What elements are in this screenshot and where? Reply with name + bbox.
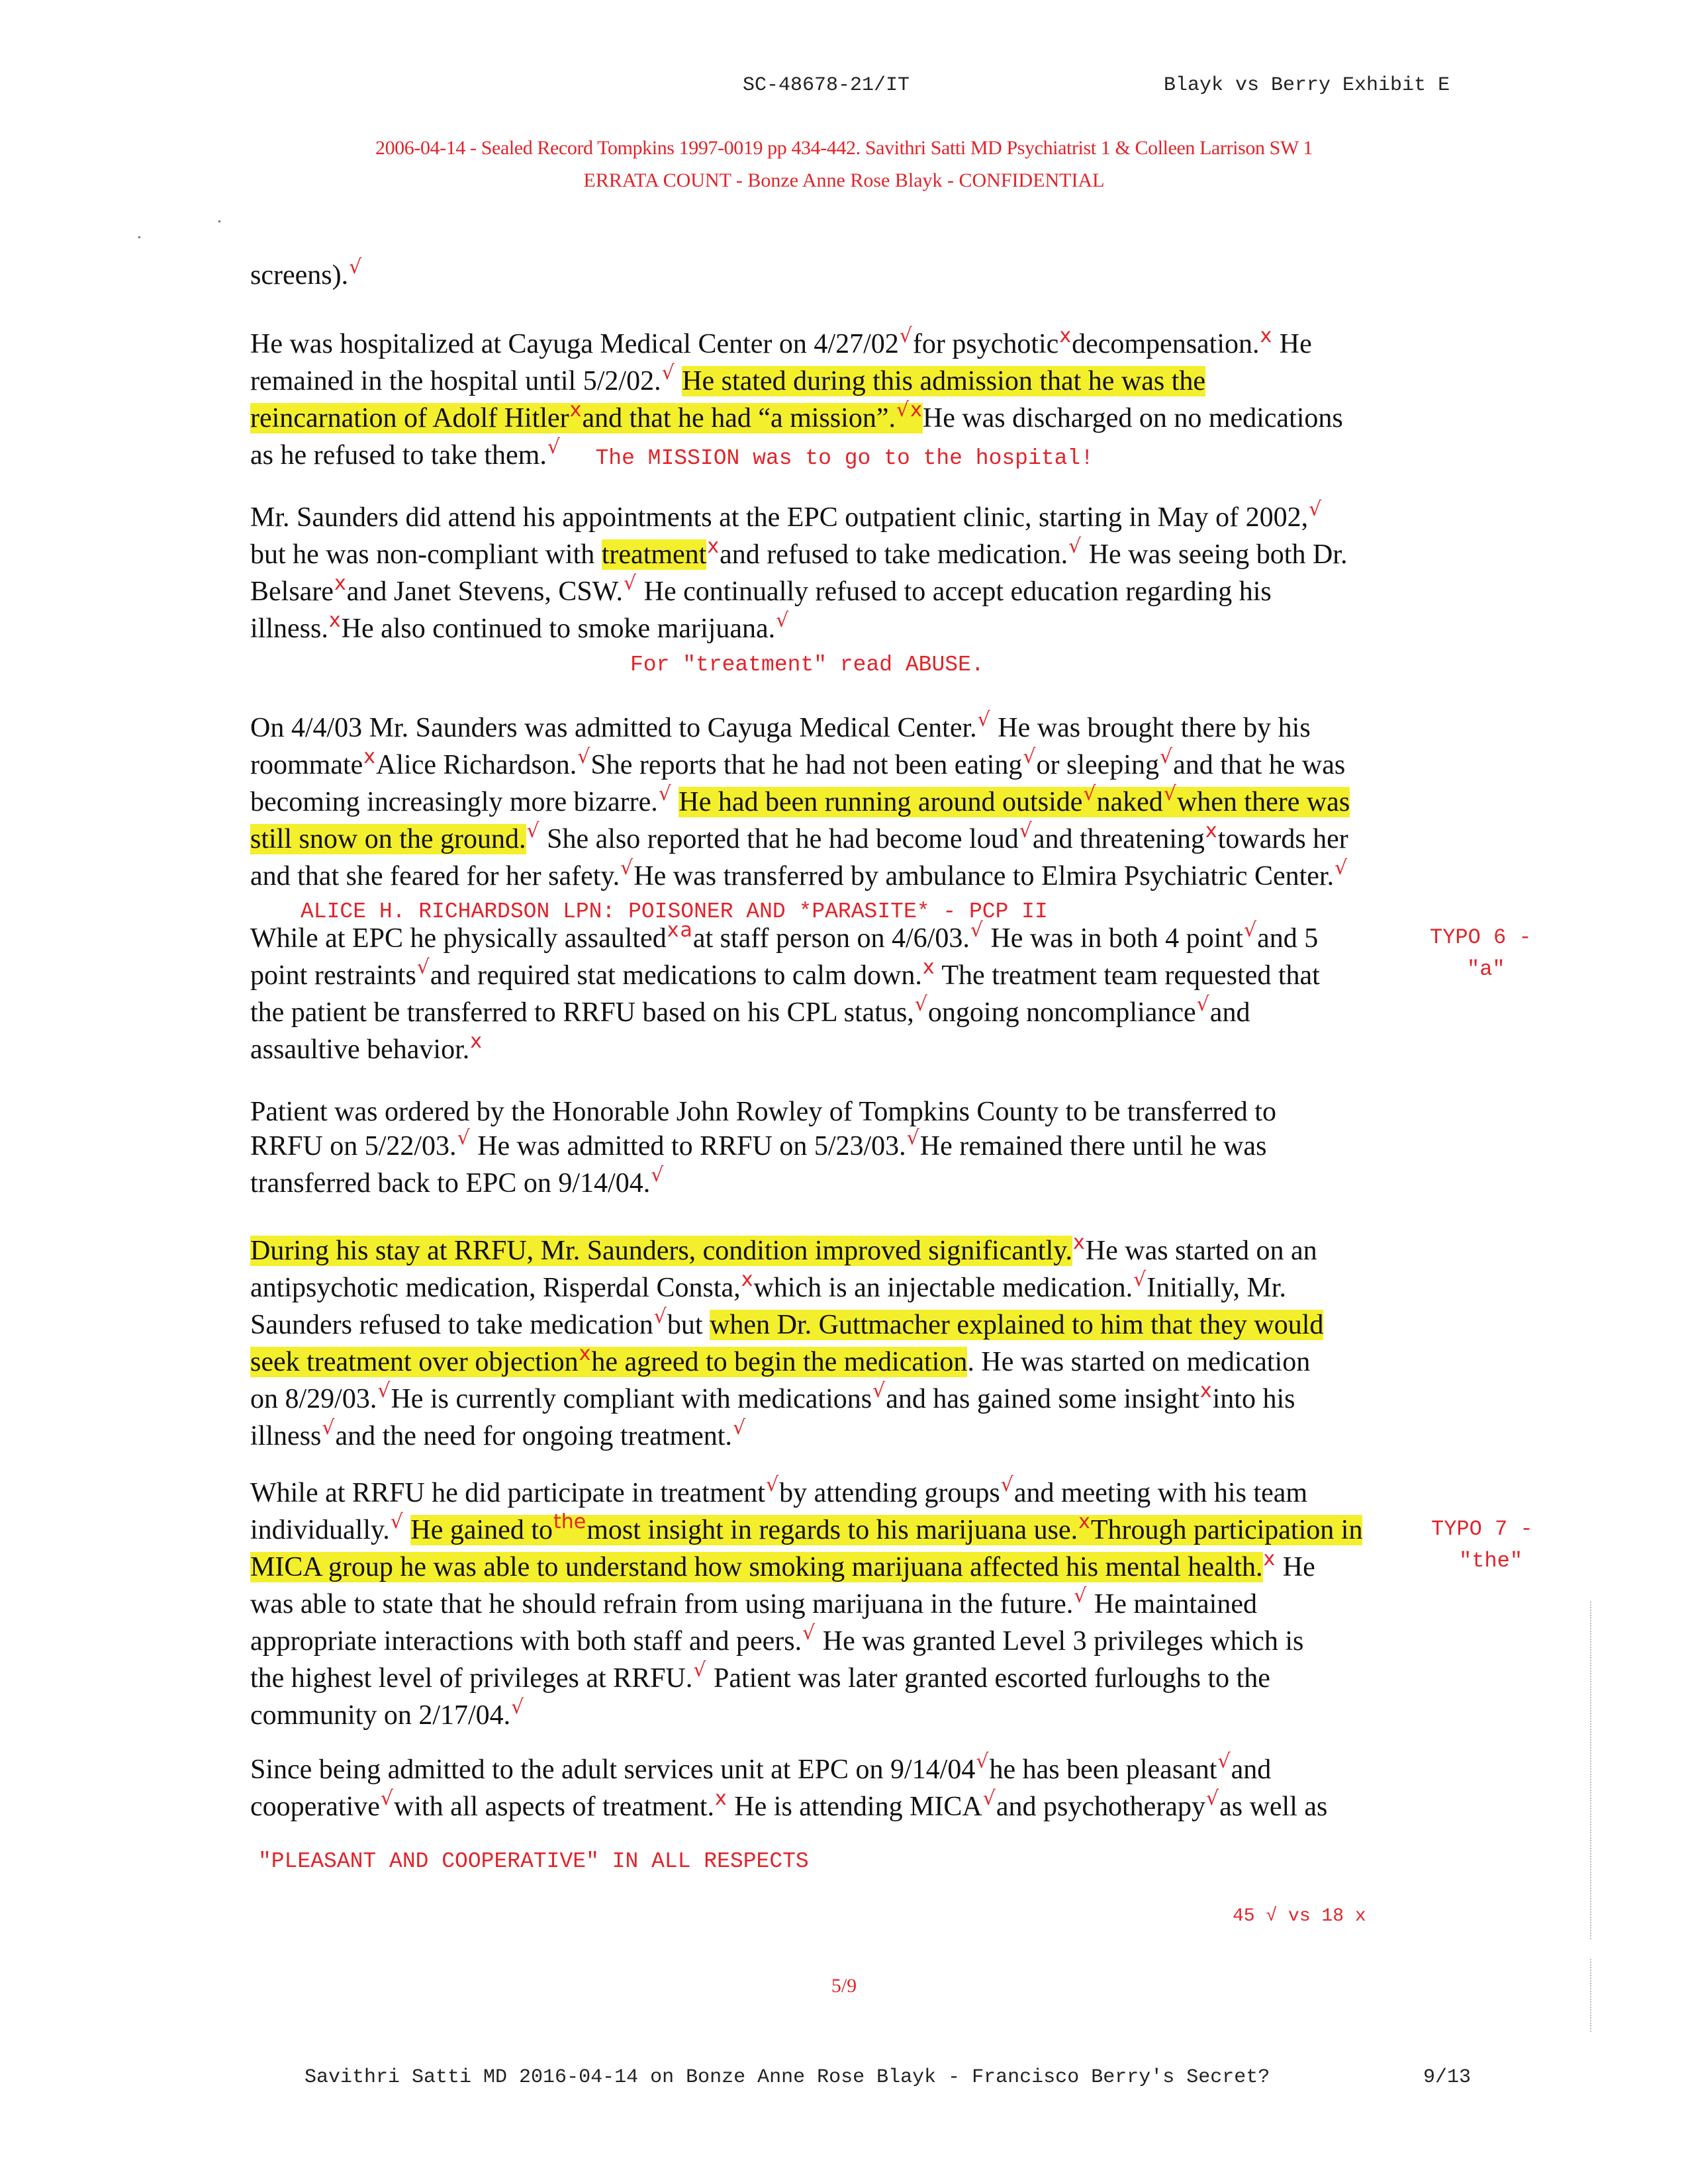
- errata-mark: √: [982, 1787, 996, 1810]
- errata-mark: x: [579, 1342, 591, 1365]
- errata-mark: x: [328, 609, 341, 632]
- errata-mark: x: [1073, 1231, 1085, 1254]
- errata-mark: √: [1074, 1584, 1087, 1608]
- errata-mark: √: [390, 1510, 403, 1533]
- errata-mark: x: [715, 1787, 727, 1810]
- errata-mark: √: [1163, 782, 1176, 805]
- errata-mark: √: [416, 956, 430, 979]
- errata-mark: √: [896, 398, 910, 422]
- errata-mark: √: [661, 361, 675, 385]
- errata-mark: √: [623, 572, 637, 595]
- paragraph-epc-assault: While at EPC he physically assaulted$^{xa}$at staff person on 4/6/03.√ He was in both 4 point√and 5 point restraints√and required stat medications to calm down.$^x$ The treatment team requested that the patient be transferred to RRFU based on his CPL status,√ongoing noncompliance√and assaultive behavior.$^x$: [250, 919, 1320, 1065]
- inserted-correction: a: [680, 919, 692, 942]
- errata-mark: x: [1205, 819, 1217, 842]
- inserted-correction: the: [553, 1510, 586, 1533]
- errata-mark: √: [511, 1696, 524, 1719]
- errata-mark: √: [547, 435, 560, 459]
- paragraph-rrfu-stay: During his stay at RRFU, Mr. Saunders, condition improved significantly.$^x$He was started on an antipsychotic medication, Risperdal Consta,$^x$which is an injectable medication.√Initially, Mr. Saunders refused to take medication√but when Dr. Guttmacher explained to him that they would seek treatment over objection$^x$he agreed to begin the medication. He was started on medication on 8/29/03.√He is currently compliant with medications√and has gained some insight$^x$into his illness√and the need for ongoing treatment.√: [250, 1231, 1324, 1451]
- errata-mark: √: [349, 255, 362, 279]
- header-red-line2: ERRATA COUNT - Bonze Anne Rose Blayk - CONFIDENTIAL: [583, 169, 1105, 191]
- highlight: still snow on the ground.: [250, 824, 526, 854]
- pleasant-cooperative-note: "PLEASANT AND COOPERATIVE" IN ALL RESPECTS: [258, 1849, 809, 1874]
- errata-mark: √: [693, 1659, 706, 1682]
- errata-mark: √: [377, 1379, 391, 1402]
- footer-title: Savithri Satti MD 2016-04-14 on Bonze Anne Rose Blayk - Francisco Berry's Secret?: [305, 2066, 1270, 2089]
- highlight: when Dr. Guttmacher explained to him that they would: [710, 1310, 1324, 1340]
- errata-tally: 45 √ vs 18 x: [1233, 1906, 1366, 1927]
- errata-mark: √: [577, 745, 590, 768]
- annotation-note: For "treatment" read ABUSE.: [630, 653, 984, 677]
- errata-mark: √: [526, 819, 539, 842]
- exhibit-label: Blayk vs Berry Exhibit E: [1164, 74, 1450, 97]
- errata-mark: √: [322, 1416, 335, 1439]
- errata-mark: x: [569, 398, 582, 422]
- paragraph-hospitalization: He was hospitalized at Cayuga Medical Center on 4/27/02√for psychotic$^x$decompensation.$^x$ He remained in the hospital until 5/2/02.√ He stated during this admission that he was the reincarnation of Adolf Hitler$^x$and that he had “a mission”.$^{√x}$He was discharged on no medications as he refused to take them.√ The MISSION was to go to the hospital!: [250, 324, 1343, 471]
- errata-mark: √: [872, 1379, 886, 1402]
- highlight: treatment: [601, 539, 707, 570]
- typo-6-label: TYPO 6 -: [1430, 925, 1532, 950]
- errata-mark: √: [976, 1750, 989, 1773]
- page-number: 5/9: [831, 1975, 857, 1997]
- highlight: During his stay at RRFU, Mr. Saunders, condition improved significantly.: [250, 1236, 1073, 1266]
- errata-mark: x: [363, 745, 376, 768]
- errata-mark: √: [1068, 535, 1082, 558]
- highlight: reincarnation of Adolf Hitler$^x$and that he had “a mission”.$^{√x}$: [250, 398, 922, 433]
- errata-mark: √: [899, 324, 912, 347]
- paragraph-continuation: screens).√: [250, 255, 362, 291]
- errata-mark: √: [1205, 1787, 1219, 1810]
- stray-dot: [138, 236, 140, 238]
- errata-mark: x: [1260, 324, 1272, 347]
- errata-mark: √: [1335, 856, 1348, 880]
- errata-mark: √: [765, 1473, 779, 1496]
- errata-mark: x: [1263, 1547, 1276, 1570]
- paragraph-admission: On 4/4/03 Mr. Saunders was admitted to Cayuga Medical Center.√ He was brought there by his roommate$^x$Alice Richardson.√She reports that he had not been eating√or sleeping√and that he was becoming increasingly more bizarre.√ He had been running around outside√naked√when there was still snow on the ground.√ She also reported that he had become loud√and threatening$^x$towards her and that she feared for her safety.√He was transferred by ambulance to Elmira Psychiatric Center.√ ALICE H. RICHARDSON LPN: POISONER AND *PARASITE* - PCP II: [250, 711, 1350, 928]
- typo-7-label: TYPO 7 -: [1431, 1517, 1533, 1541]
- errata-mark: √: [653, 1305, 667, 1328]
- errata-mark: √: [658, 782, 671, 805]
- paragraph-since-admitted: Since being admitted to the adult services unit at EPC on 9/14/04√he has been pleasant√and cooperative√with all aspects of treatment.$^x$ He is attending MICA√and psychotherapy√as well as: [250, 1750, 1328, 1822]
- errata-mark: √: [802, 1621, 816, 1645]
- highlight: He stated during this admission that he was the: [682, 366, 1206, 396]
- errata-mark: √: [1083, 782, 1096, 805]
- errata-mark: x: [741, 1268, 753, 1291]
- errata-mark: √: [1196, 993, 1209, 1016]
- errata-mark: √: [906, 1126, 919, 1150]
- errata-mark: √: [1309, 498, 1322, 521]
- paragraph-treatment-participation: While at RRFU he did participate in treatment√by attending groups√and meeting with his team individually.√ He gained $to^{the}most$ insight in regards to his marijuana use.$^x$Through participation in MICA group he was able to understand how smoking marijuana affected his mental health.$^x$ He was able to state that he should refrain from using marijuana in the future.√ He maintained appropriate interactions with both staff and peers.√ He was granted Level 3 privileges which is the highest level of privileges at RRFU.√ Patient was later granted escorted furloughs to the community on 2/17/04.√: [250, 1473, 1363, 1731]
- errata-mark: x: [1199, 1379, 1212, 1402]
- header-red-line1: 2006-04-14 - Sealed Record Tompkins 1997-0019 pp 434-442. Savithri Satti MD Psychiatrist 1 & Colleen Larrison SW 1: [375, 137, 1313, 159]
- errata-mark: x: [1078, 1510, 1090, 1533]
- errata-mark: √: [1217, 1750, 1231, 1773]
- typo-7-value: "the": [1459, 1549, 1523, 1573]
- errata-mark: x: [910, 398, 922, 422]
- errata-mark: x: [334, 572, 346, 595]
- stray-dot: [218, 220, 220, 222]
- highlight: He gained $to^{the}most$ insight in regards to his marijuana use.$^x$Through participation in: [410, 1510, 1363, 1545]
- scan-artifact: [1590, 1602, 1591, 1939]
- errata-mark: x: [707, 535, 720, 558]
- errata-mark: √: [1000, 1473, 1013, 1496]
- annotation-note: The MISSION was to go to the hospital!: [595, 446, 1094, 471]
- errata-mark: √: [1023, 745, 1036, 768]
- errata-mark: √: [776, 609, 789, 632]
- errata-mark: x: [667, 919, 679, 942]
- highlight: MICA group he was able to understand how smoking marijuana affected his mental health.: [250, 1552, 1263, 1582]
- highlight: seek treatment over objection$^x$he agreed to begin the medication: [250, 1342, 968, 1377]
- errata-mark: √: [1159, 745, 1173, 768]
- errata-mark: √: [457, 1126, 470, 1150]
- errata-mark: x: [1059, 324, 1072, 347]
- errata-mark: √: [1243, 919, 1257, 942]
- paragraph-outpatient: Mr. Saunders did attend his appointments at the EPC outpatient clinic, starting in May of 2002,√ but he was non-compliant with treatment$^x$and refused to take medication.√ He was seeing both Dr. Belsare$^x$and Janet Stevens, CSW.√ He continually refused to accept education regarding his illness.$^x$He also continued to smoke marijuana.√ For "treatment" read ABUSE.: [250, 500, 1347, 682]
- errata-mark: √: [914, 993, 927, 1016]
- annotation-note: ALICE H. RICHARDSON LPN: POISONER AND *PARASITE* - PCP II: [301, 899, 1048, 924]
- document-id: SC-48678-21/IT: [743, 74, 910, 97]
- errata-mark: √: [732, 1416, 746, 1439]
- highlight: He had been running around outside√naked√when there was: [679, 782, 1350, 817]
- errata-mark: √: [651, 1163, 664, 1187]
- errata-mark: √: [380, 1787, 394, 1810]
- errata-mark: √: [977, 708, 990, 731]
- errata-mark: √: [1133, 1268, 1147, 1291]
- typo-6-value: "a": [1467, 957, 1505, 981]
- errata-mark: √: [620, 856, 633, 880]
- errata-mark: √: [1019, 819, 1032, 842]
- errata-mark: √: [970, 919, 983, 942]
- paragraph-court-order: Patient was ordered by the Honorable John Rowley of Tompkins County to be transferred to RRFU on 5/22/03.√ He was admitted to RRFU on 5/23/03.√He remained there until he was transferred back to EPC on 9/14/04.√: [250, 1097, 1276, 1199]
- footer-page: 9/13: [1423, 2066, 1472, 2089]
- errata-mark: x: [922, 956, 935, 979]
- errata-mark: x: [470, 1030, 483, 1053]
